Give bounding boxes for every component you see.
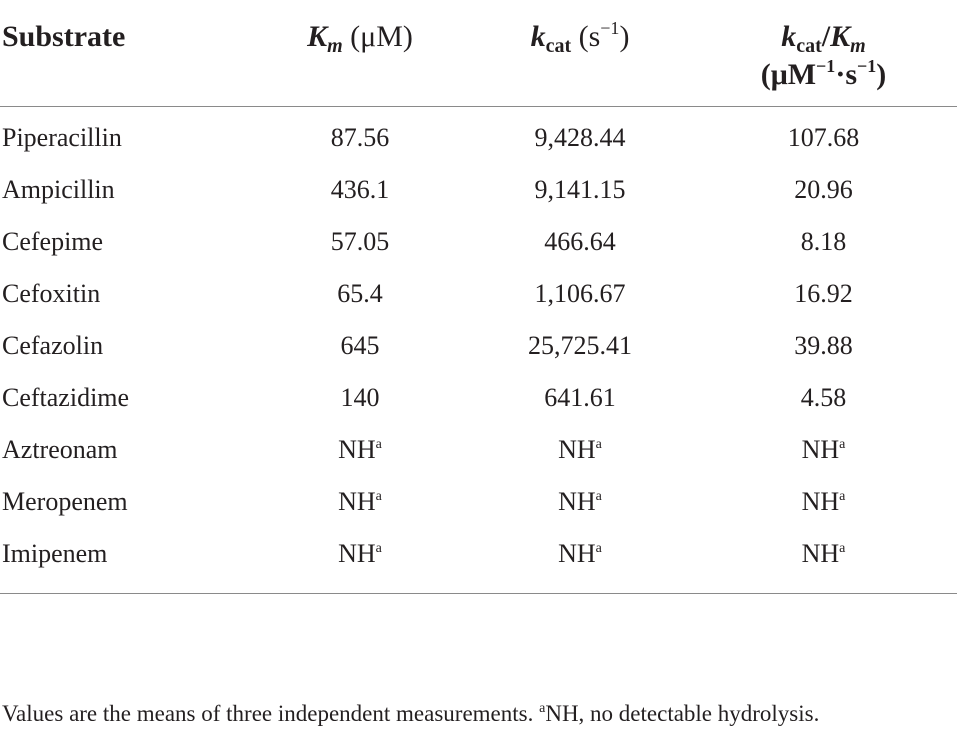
table-row	[0, 164, 957, 216]
header-ratio-slash: /	[821, 20, 831, 53]
cell-kcat-value: NH	[558, 538, 596, 568]
cell-km	[250, 528, 470, 594]
cell-kcat-value: 466.64	[544, 226, 616, 256]
cell-km-footnote-marker: a	[375, 540, 382, 556]
header-kcat-symbol: k	[530, 20, 546, 53]
cell-kcat-km	[690, 106, 957, 164]
header-ratio-cat: cat	[796, 35, 822, 57]
cell-kcat-value: 1,106.67	[534, 278, 626, 308]
cell-km-value: 87.56	[330, 122, 390, 152]
header-kcat-unit-close: )	[619, 20, 630, 53]
header-kcat-subscript: cat	[545, 35, 572, 57]
table-row	[0, 320, 957, 372]
cell-kcat-km-footnote-marker: a	[839, 488, 846, 504]
header-kcat-unit-open: (s	[578, 20, 601, 53]
cell-km-value: 645	[340, 330, 380, 360]
cell-kcat-km-value: 4.58	[800, 382, 847, 412]
cell-substrate-value: Cefoxitin	[2, 278, 101, 308]
table-row	[0, 476, 957, 528]
cell-kcat	[470, 268, 690, 320]
cell-kcat	[470, 372, 690, 424]
kinetic-parameters-table	[0, 10, 957, 594]
cell-km	[250, 268, 470, 320]
footnote-marker: a	[539, 701, 546, 716]
table-row	[0, 106, 957, 164]
cell-km-footnote-marker: a	[375, 488, 382, 504]
cell-kcat-km-value: NH	[801, 434, 840, 464]
cell-kcat-km-value: NH	[801, 538, 840, 568]
header-kcat-unit-exponent: −1	[600, 18, 620, 38]
cell-kcat	[470, 320, 690, 372]
cell-kcat-value: 9,141.15	[534, 174, 626, 204]
cell-km-footnote-marker: a	[375, 436, 382, 452]
cell-km	[250, 372, 470, 424]
cell-substrate	[0, 320, 250, 372]
cell-km	[250, 216, 470, 268]
table-footnote	[2, 697, 932, 731]
cell-km	[250, 476, 470, 528]
cell-kcat	[470, 424, 690, 476]
cell-kcat-km	[690, 320, 957, 372]
cell-kcat-km-footnote-marker: a	[839, 436, 846, 452]
cell-kcat-km	[690, 164, 957, 216]
cell-kcat	[470, 528, 690, 594]
cell-substrate	[0, 216, 250, 268]
cell-kcat-value: 25,725.41	[528, 330, 632, 360]
header-kcat-km-line1	[690, 18, 957, 56]
cell-kcat-footnote-marker: a	[595, 436, 602, 452]
table-row	[0, 268, 957, 320]
cell-kcat-km	[690, 424, 957, 476]
cell-km-value: 57.05	[330, 226, 390, 256]
cell-kcat-value: 9,428.44	[534, 122, 626, 152]
cell-kcat-km-value: 20.96	[794, 174, 853, 204]
cell-substrate-value: Aztreonam	[2, 434, 118, 464]
cell-km-value: NH	[338, 434, 376, 464]
cell-km	[250, 320, 470, 372]
cell-substrate-value: Ceftazidime	[2, 382, 130, 412]
cell-kcat-km-value: 16.92	[794, 278, 853, 308]
cell-kcat-km	[690, 268, 957, 320]
cell-kcat-km	[690, 528, 957, 594]
cell-kcat	[470, 476, 690, 528]
header-ratio-unit-dot: ·s	[835, 58, 857, 91]
cell-km-value: 436.1	[330, 174, 390, 204]
header-km-unit: (μM)	[350, 20, 413, 53]
cell-kcat	[470, 164, 690, 216]
header-substrate: Substrate	[0, 10, 250, 106]
table-row	[0, 528, 957, 594]
header-kcat-unit	[579, 20, 630, 53]
cell-km	[250, 164, 470, 216]
cell-kcat-km	[690, 476, 957, 528]
cell-kcat-footnote-marker: a	[595, 540, 602, 556]
cell-kcat-km-value: 39.88	[794, 330, 853, 360]
cell-kcat-value: NH	[558, 486, 596, 516]
header-ratio-unit-a: (μM	[760, 58, 817, 91]
cell-kcat-value: 641.61	[544, 382, 616, 412]
cell-km-value: NH	[338, 486, 376, 516]
header-ratio-m: m	[850, 35, 866, 57]
cell-km-value: 140	[340, 382, 380, 412]
cell-kcat-km-value: NH	[801, 486, 840, 516]
cell-substrate-value: Cefepime	[2, 226, 104, 256]
footnote-text-after: NH, no detectable hydrolysis.	[545, 701, 820, 726]
cell-km-value: 65.4	[337, 278, 383, 308]
header-ratio-K: K	[830, 20, 851, 53]
cell-substrate	[0, 106, 250, 164]
cell-substrate-value: Meropenem	[2, 486, 128, 516]
cell-kcat-km-value: 107.68	[787, 122, 860, 152]
header-km-subscript: m	[327, 35, 343, 57]
cell-kcat	[470, 106, 690, 164]
cell-substrate-value: Imipenem	[2, 538, 108, 568]
table-body	[0, 106, 957, 593]
cell-substrate	[0, 424, 250, 476]
cell-kcat-km-footnote-marker: a	[839, 540, 846, 556]
cell-substrate	[0, 268, 250, 320]
header-ratio-unit-close: )	[876, 58, 887, 91]
header-ratio-k: k	[781, 20, 797, 53]
table-row	[0, 216, 957, 268]
cell-substrate-value: Ampicillin	[2, 174, 115, 204]
cell-substrate	[0, 476, 250, 528]
cell-substrate	[0, 528, 250, 594]
header-ratio-unit-exp2: −1	[857, 56, 877, 76]
table-row	[0, 372, 957, 424]
cell-substrate-value: Piperacillin	[2, 122, 122, 152]
header-ratio-unit-exp1: −1	[816, 56, 836, 76]
cell-kcat-km-value: 8.18	[800, 226, 847, 256]
cell-kcat-km	[690, 372, 957, 424]
table-row	[0, 424, 957, 476]
header-kcat-km-line2	[690, 56, 957, 94]
header-km-symbol: K	[307, 20, 328, 53]
cell-kcat-km	[690, 216, 957, 268]
cell-km	[250, 106, 470, 164]
cell-km	[250, 424, 470, 476]
footnote-text-before: Values are the means of three independent measurements.	[2, 701, 540, 726]
header-km	[250, 10, 470, 106]
cell-substrate	[0, 372, 250, 424]
cell-kcat	[470, 216, 690, 268]
header-kcat	[470, 10, 690, 106]
cell-kcat-value: NH	[558, 434, 596, 464]
cell-kcat-footnote-marker: a	[595, 488, 602, 504]
table-header-row	[0, 10, 957, 106]
header-kcat-km	[690, 10, 957, 106]
cell-km-value: NH	[338, 538, 376, 568]
cell-substrate-value: Cefazolin	[2, 330, 104, 360]
cell-substrate	[0, 164, 250, 216]
